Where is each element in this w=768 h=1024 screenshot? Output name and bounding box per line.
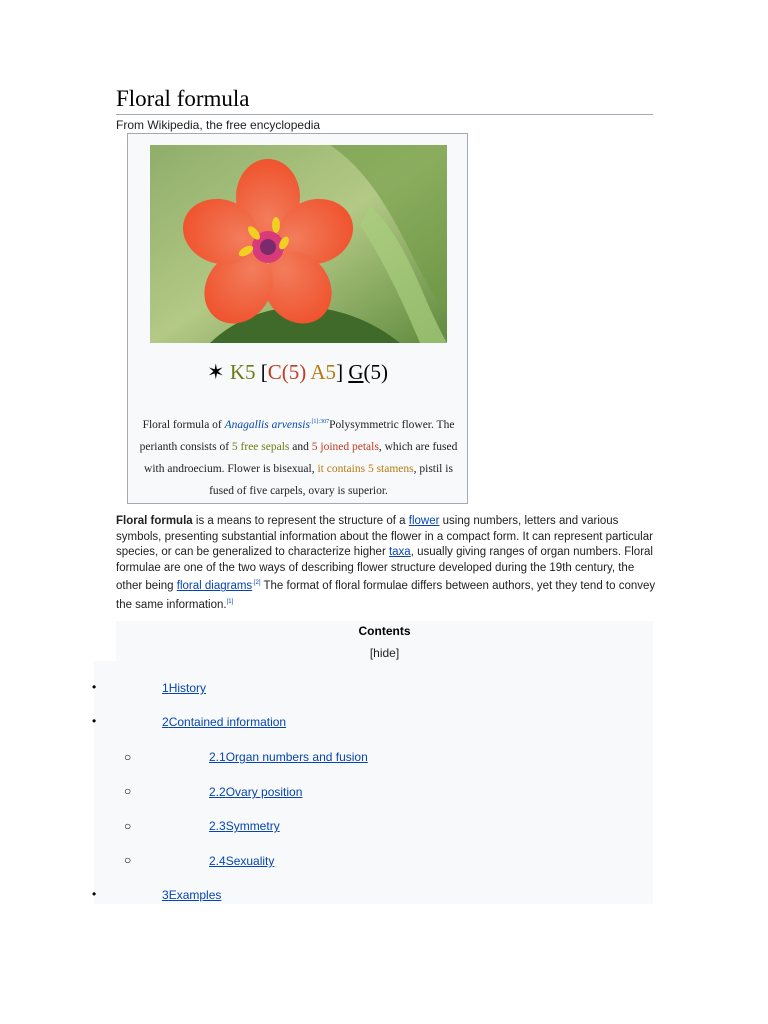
caption-text-2: , which are fused with androecium. Flower is bisexual,: [144, 440, 458, 475]
caption-stamens: it contains 5 stamens: [317, 462, 414, 475]
toc-sub-bullet: ○: [124, 819, 132, 833]
formula-corolla: C(5): [267, 360, 307, 384]
toc-item-examples[interactable]: 3Examples: [162, 888, 222, 902]
toc-bullet: •: [92, 680, 97, 694]
species-link[interactable]: Anagallis arvensis: [224, 418, 310, 431]
formula-calyx: K5: [229, 360, 256, 384]
toc-sub-bullet: ○: [124, 750, 132, 764]
toc-title: Contents: [358, 624, 411, 638]
toc-sub-bullet: ○: [124, 853, 132, 867]
toc-box: [116, 621, 653, 904]
caption-refs[interactable]: .[1]:307: [309, 419, 330, 425]
toc-sub-bullet: ○: [124, 784, 132, 798]
intro-paragraph: [116, 514, 656, 613]
caption-and: and: [289, 440, 312, 453]
page-title: Floral formula: [116, 86, 653, 115]
caption-text-1: Polysymmetric flower. The perianth consists of: [139, 418, 455, 453]
flower-image[interactable]: [150, 145, 447, 343]
floral-diagrams-link[interactable]: floral diagrams: [176, 580, 253, 593]
toc-box-extension: [94, 661, 117, 904]
intro-text-4: The format of floral formulae differs between authors, yet they tend to convey the same information.: [116, 580, 656, 611]
toc-item-organ-numbers[interactable]: 2.1Organ numbers and fusion: [209, 750, 368, 764]
formula-close-bracket: ]: [336, 360, 344, 384]
reference-1[interactable]: [1]: [226, 598, 234, 605]
caption-text-3: , pistil is fused of five carpels, ovary is superior.: [209, 462, 453, 497]
formula-gynoecium-letter: G: [348, 360, 364, 384]
formula-androecium: A5: [310, 360, 337, 384]
toc-item-sexuality[interactable]: 2.4Sexuality: [209, 854, 275, 868]
toc-bullet: •: [92, 887, 97, 901]
taxa-link[interactable]: taxa: [388, 546, 411, 559]
toc-item-ovary-position[interactable]: 2.2Ovary position: [209, 785, 303, 799]
toc-hide-toggle[interactable]: [hide]: [369, 646, 400, 660]
flower-link[interactable]: flower: [408, 515, 440, 527]
reference-2[interactable]: .[2]: [252, 580, 261, 587]
toc-bullet: •: [92, 714, 97, 728]
infobox: [127, 133, 468, 504]
toc-item-contained-information[interactable]: 2Contained information: [162, 715, 287, 729]
intro-text-2: using numbers, letters and various symbols, presenting substantial information about the flower in a compact form. It can represent particular species, or can be generalized to characterize higher: [116, 515, 653, 559]
caption-sepals: 5 free sepals: [231, 440, 290, 453]
actinomorphic-symbol: ✶: [207, 360, 225, 384]
toc-item-symmetry[interactable]: 2.3Symmetry: [209, 819, 280, 833]
caption-petals: 5 joined petals: [311, 440, 379, 453]
formula-gynoecium-count: (5): [363, 360, 388, 384]
page-tagline: From Wikipedia, the free encyclopedia: [116, 118, 321, 132]
intro-bold-term: Floral formula: [116, 515, 193, 527]
floral-formula: [128, 360, 467, 385]
toc-item-history[interactable]: 1History: [162, 681, 207, 695]
intro-text-3: , usually giving ranges of organ numbers. Floral formulae are one of the two ways of describing flower structure developed during the 19th century, the other being: [116, 546, 653, 593]
infobox-caption: [134, 411, 463, 502]
caption-prefix: Floral formula of: [142, 418, 225, 431]
formula-open-bracket: [: [260, 360, 268, 384]
intro-text-1: is a means to represent the structure of a: [192, 515, 409, 527]
